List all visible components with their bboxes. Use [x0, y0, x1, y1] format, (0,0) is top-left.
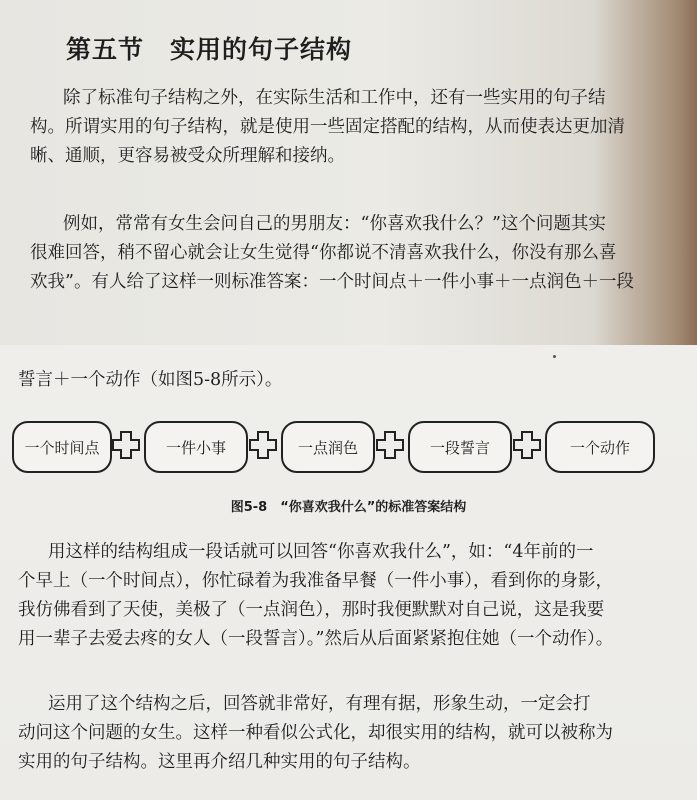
plus-icon — [375, 430, 405, 460]
plus-icon — [111, 430, 141, 460]
speck — [553, 355, 556, 358]
text-line: 很难回答，稍不留心就会让女生觉得“你都说不清喜欢我什么，你没有那么喜 — [30, 243, 617, 263]
text-line: 个早上（一个时间点），你忙碌着为我准备早餐（一件小事），看到你的身影， — [18, 571, 613, 591]
text-line: 用这样的结构组成一段话就可以回答“你喜欢我什么”，如：“4年前的一 — [48, 542, 594, 562]
upper-page-photo — [0, 0, 697, 345]
figure-caption: 图5-8 “你喜欢我什么”的标准答案结构 — [230, 500, 467, 515]
text-line: 我仿佛看到了天使，美极了（一点润色），那时我便默默对自己说，这是我要 — [18, 600, 605, 620]
box-vow: 一段誓言 — [408, 421, 512, 473]
text-line: 构。所谓实用的句子结构，就是使用一些固定搭配的结构，从而使表达更加清 — [30, 117, 625, 137]
text-line: 晰、通顺，更容易被受众所理解和接纳。 — [30, 146, 345, 166]
plus-icon — [512, 430, 542, 460]
text-line: 实用的句子结构。这里再介绍几种实用的句子结构。 — [18, 752, 421, 772]
paragraph-intro — [30, 84, 625, 171]
plus-icon — [248, 430, 278, 460]
text-line: 欢我”。有人给了这样一则标准答案：一个时间点＋一件小事＋一点润色＋一段 — [30, 272, 634, 292]
text-line: 例如，常常有女生会问自己的男朋友：“你喜欢我什么？”这个问题其实 — [63, 214, 606, 234]
box-small-event: 一件小事 — [144, 421, 248, 473]
section-title: 第五节 实用的句子结构 — [66, 35, 353, 64]
text-line: 除了标准句子结构之外，在实际生活和工作中，还有一些实用的句子结 — [63, 88, 606, 108]
text-line: 用一辈子去爱去疼的女人（一段誓言）。”然后从后面紧紧抱住她（一个动作）。 — [18, 629, 614, 649]
box-action: 一个动作 — [545, 421, 655, 473]
paragraph-answer-sample — [18, 538, 613, 654]
answer-structure-diagram — [12, 415, 687, 477]
paragraph-conclusion — [18, 690, 613, 777]
paragraph-example-continued — [18, 366, 282, 395]
box-embellishment: 一点润色 — [281, 421, 375, 473]
text-line: 誓言＋一个动作（如图5-8所示）。 — [18, 370, 283, 390]
text-line: 动问这个问题的女生。这样一种看似公式化，却很实用的结构，就可以被称为 — [18, 723, 613, 743]
text-line: 运用了这个结构之后，回答就非常好，有理有据，形象生动，一定会打 — [48, 694, 591, 714]
paragraph-example — [30, 210, 634, 297]
box-time-point: 一个时间点 — [12, 421, 112, 473]
